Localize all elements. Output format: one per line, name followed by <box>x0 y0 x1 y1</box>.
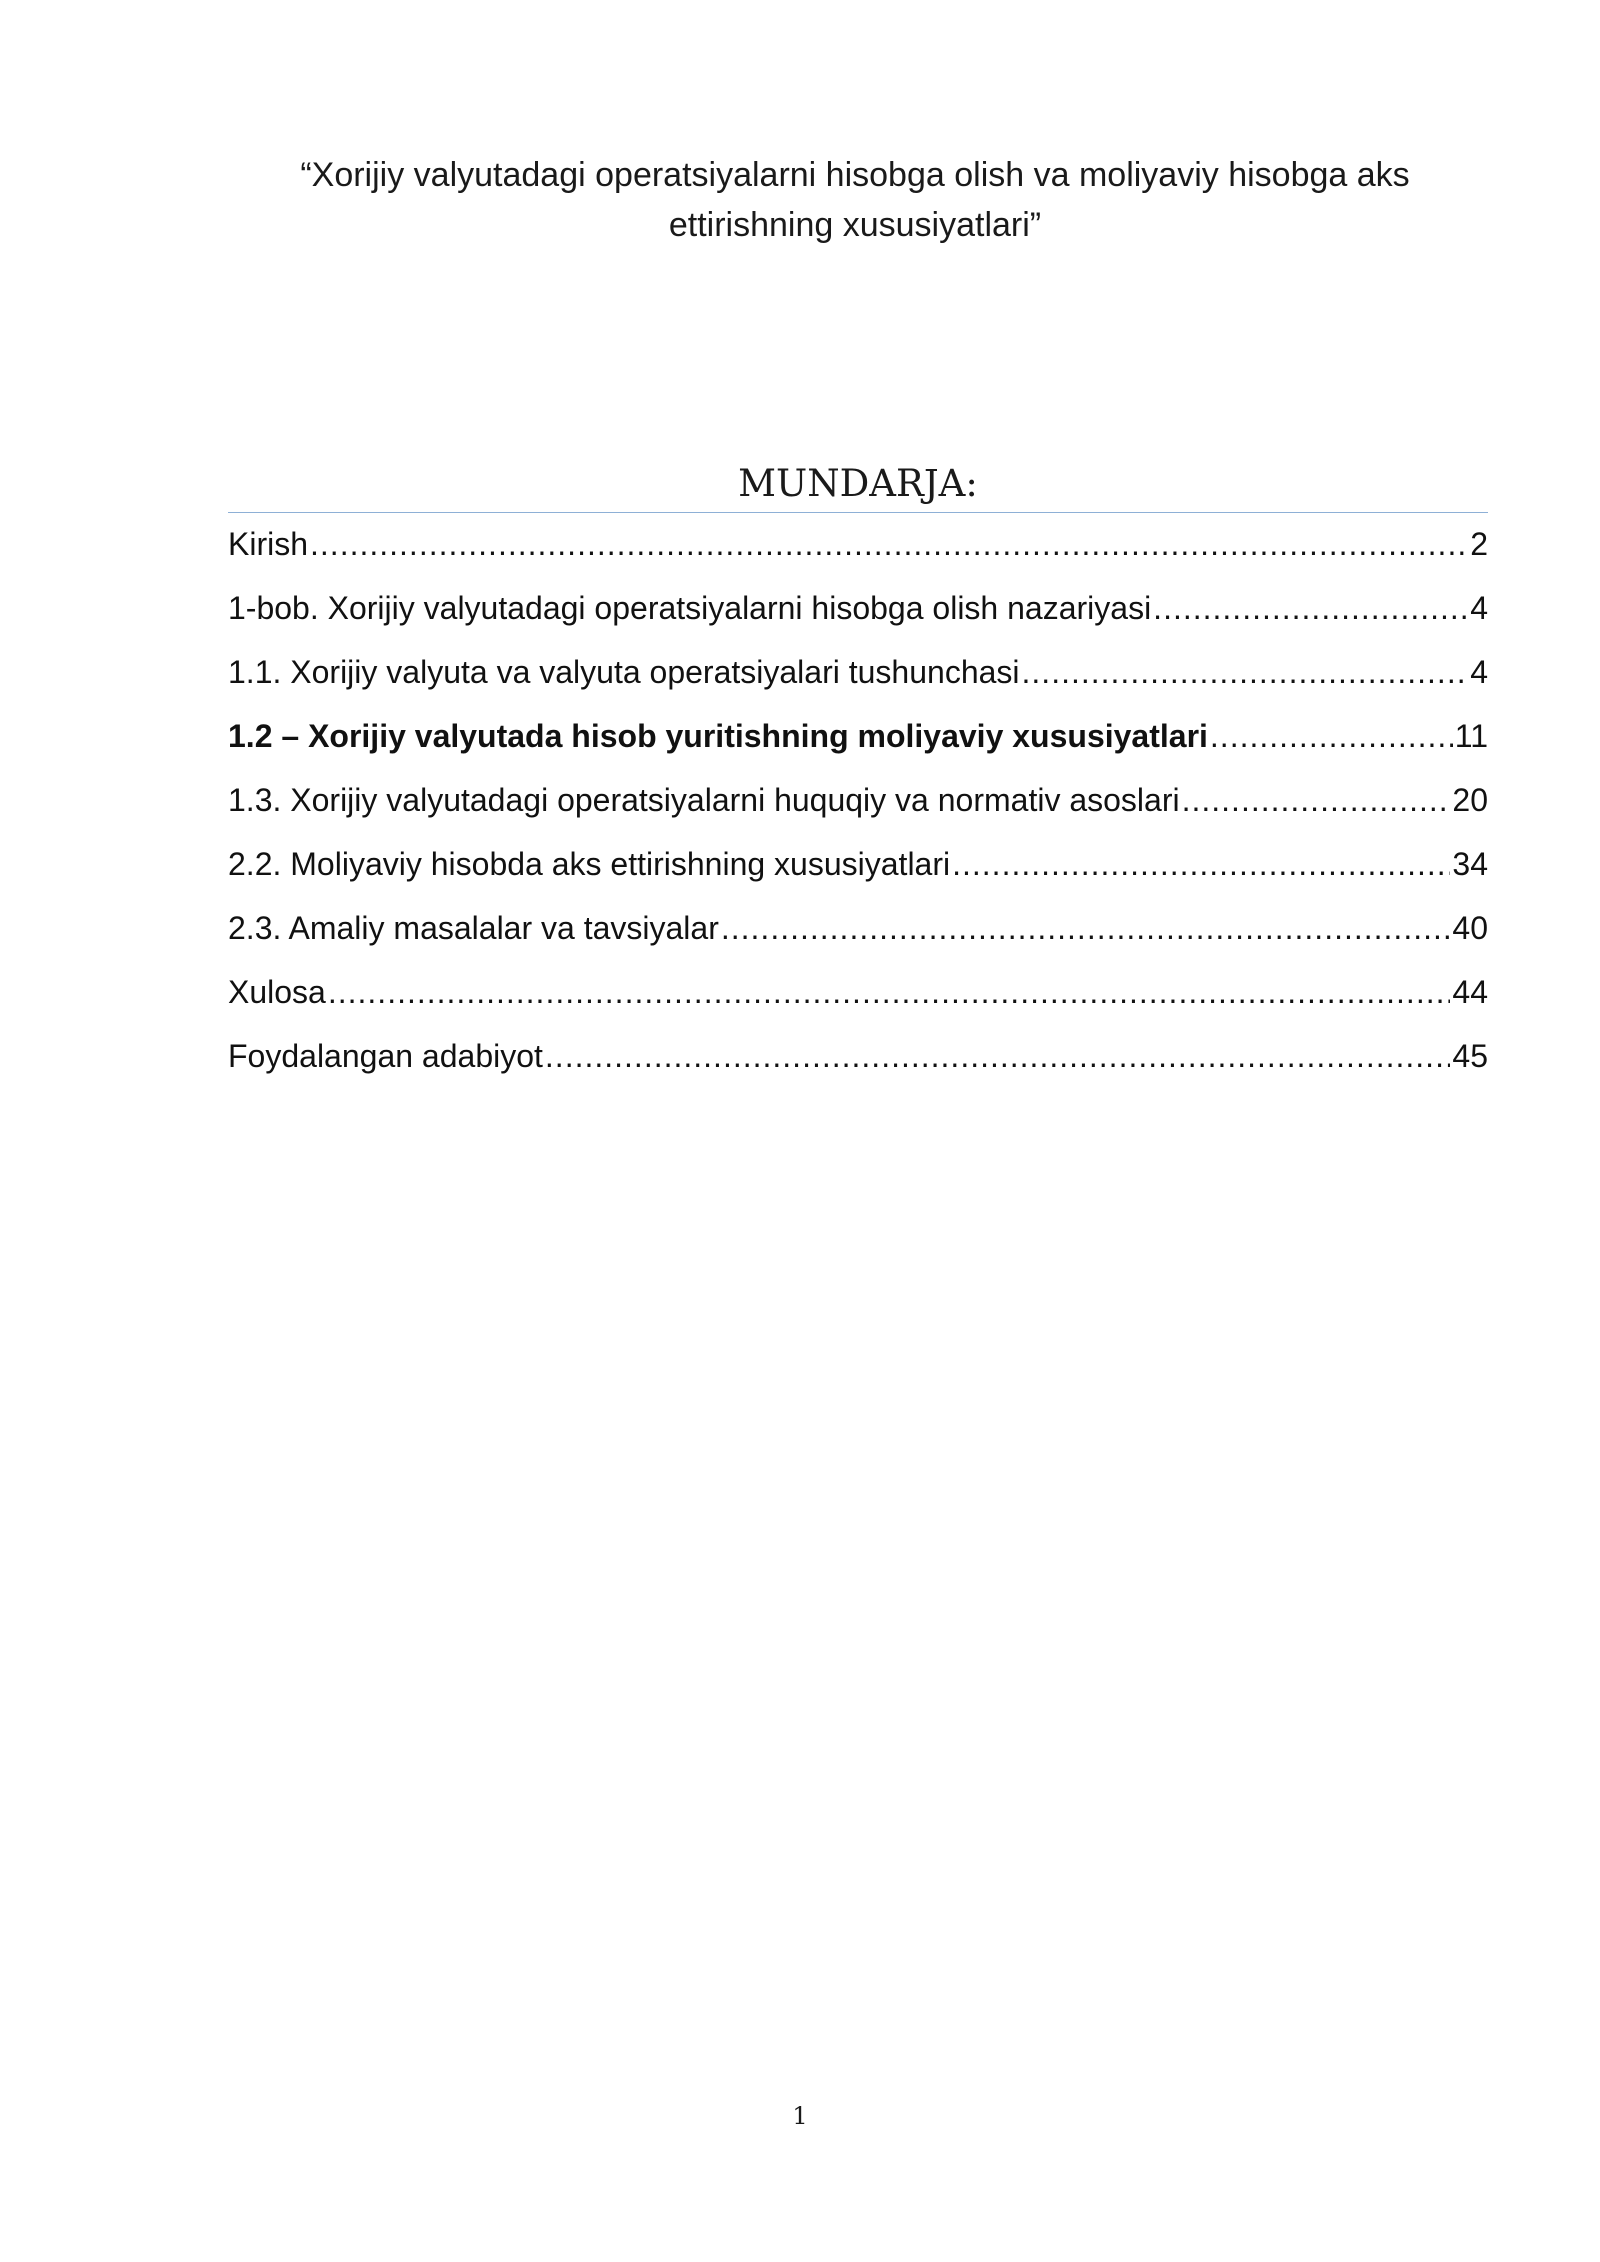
toc-dot-leader <box>721 904 1451 952</box>
toc-dot-leader <box>1022 648 1469 696</box>
toc-entry-text: 1.3. Xorijiy valyutadagi operatsiyalarni huquqiy va normativ asoslari <box>228 782 1180 818</box>
toc-entry-page: 4 <box>1470 590 1488 626</box>
toc-entry-adabiyot[interactable] <box>228 1032 1488 1096</box>
toc-heading: MUNDARJA: <box>738 462 978 505</box>
toc-entry-text: Foydalangan adabiyot <box>228 1038 543 1074</box>
toc-entry-page: 11 <box>1454 718 1488 754</box>
toc-entry-page: 45 <box>1452 1038 1488 1074</box>
toc-entry-text: 2.3. Amaliy masalalar va tavsiyalar <box>228 910 719 946</box>
toc-entry-text: 1.1. Xorijiy valyuta va valyuta operatsiyalari tushunchasi <box>228 654 1020 690</box>
toc-dot-leader <box>1182 776 1451 824</box>
toc-entry-section-1-3[interactable] <box>228 776 1488 840</box>
toc-entry-text: Kirish <box>228 526 309 562</box>
toc-dot-leader <box>952 840 1450 888</box>
page-number: 1 <box>792 2102 808 2130</box>
toc-entry-text: 2.2. Moliyaviy hisobda aks ettirishning xususiyatlari <box>228 846 951 882</box>
toc-dot-leader <box>328 968 1451 1016</box>
toc-entry-page: 40 <box>1452 910 1488 946</box>
toc-dot-leader <box>310 520 1468 568</box>
toc-entry-page: 2 <box>1470 526 1488 562</box>
toc-entry-page: 44 <box>1452 974 1488 1010</box>
toc-entry-text: 1.2 – Xorijiy valyutada hisob yuritishning moliyaviy xususiyatlari <box>228 718 1208 754</box>
document-title: “Xorijiy valyutadagi operatsiyalarni hisobga olish va moliyaviy hisobga aks ettirishning xususiyatlari” <box>300 156 1410 244</box>
toc-dot-leader <box>1210 712 1453 760</box>
toc-entry-page: 34 <box>1452 846 1488 882</box>
toc-entry-kirish[interactable] <box>228 520 1488 584</box>
toc-entry-page: 4 <box>1470 654 1488 690</box>
toc-entry-section-1-1[interactable] <box>228 648 1488 712</box>
toc-entry-section-2-3[interactable] <box>228 904 1488 968</box>
toc-entry-chapter-1[interactable] <box>228 584 1488 648</box>
toc-entry-page: 20 <box>1452 782 1488 818</box>
table-of-contents <box>228 520 1488 1096</box>
toc-entry-text: 1-bob. Xorijiy valyutadagi operatsiyalarni hisobga olish nazariyasi <box>228 590 1152 626</box>
toc-dot-leader <box>545 1032 1451 1080</box>
toc-heading-rule <box>228 512 1488 513</box>
toc-entry-text: Xulosa <box>228 974 326 1010</box>
toc-entry-section-1-2[interactable] <box>228 712 1488 776</box>
toc-entry-xulosa[interactable] <box>228 968 1488 1032</box>
toc-entry-section-2-2[interactable] <box>228 840 1488 904</box>
toc-dot-leader <box>1153 584 1468 632</box>
